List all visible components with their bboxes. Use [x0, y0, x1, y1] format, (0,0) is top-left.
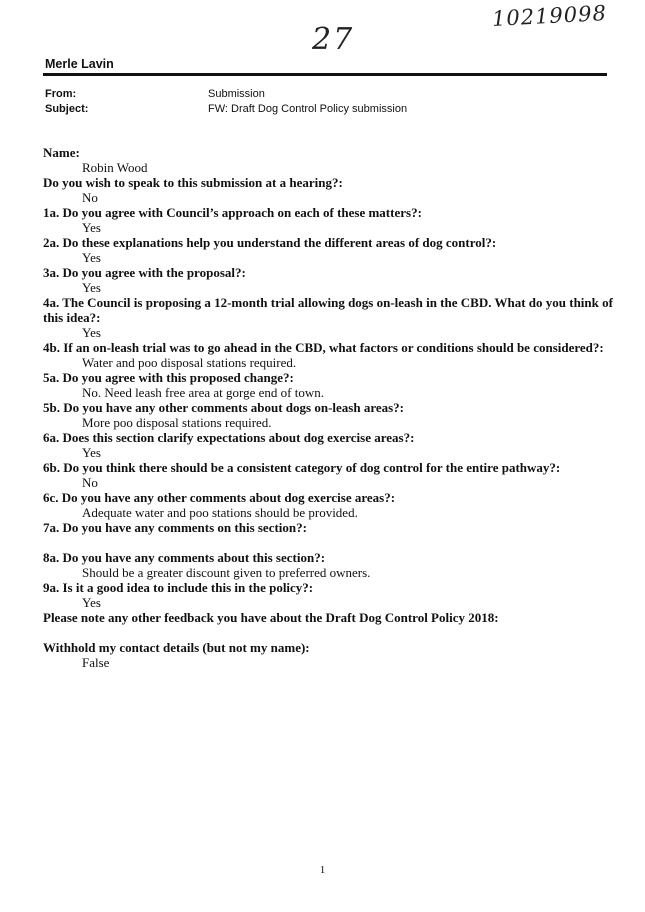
answer: No. Need leash free area at gorge end of town. [82, 385, 324, 400]
form-entry-1a [43, 205, 613, 235]
handwritten-page-mark: 27 [312, 22, 355, 57]
answer: Yes [82, 445, 101, 460]
from-label: From: [45, 88, 77, 100]
question: 6a. Does this section clarify expectations about dog exercise areas?: [43, 430, 415, 445]
question: 4b. If an on-leash trial was to go ahead in the CBD, what factors or conditions should be considered?: [43, 340, 604, 355]
answer: Yes [82, 250, 101, 265]
question: Do you wish to speak to this submission at a hearing?: [43, 175, 343, 190]
answer [43, 535, 613, 550]
form-entry-8a [43, 550, 613, 580]
answer: Water and poo disposal stations required. [82, 355, 297, 370]
question: Please note any other feedback you have about the Draft Dog Control Policy 2018: [43, 610, 499, 625]
page-number: 1 [319, 864, 326, 876]
form-entry-6c [43, 490, 613, 520]
answer: No [82, 190, 98, 205]
answer: No [82, 475, 98, 490]
form-entry-5a [43, 370, 613, 400]
form-entry-7a [43, 520, 613, 550]
answer: Yes [82, 595, 101, 610]
form-entry-6a [43, 430, 613, 460]
form-entry-name [43, 145, 613, 175]
question: 3a. Do you agree with the proposal?: [43, 265, 246, 280]
handwritten-reference-number: 10219098 [491, 1, 608, 31]
answer: Robin Wood [82, 160, 148, 175]
question: 1a. Do you agree with Council’s approach on each of these matters?: [43, 205, 422, 220]
form-entry-6b [43, 460, 613, 490]
answer [43, 625, 613, 640]
answer: Adequate water and poo stations should be provided. [82, 505, 358, 520]
question: 5a. Do you agree with this proposed change?: [43, 370, 294, 385]
answer: More poo disposal stations required. [82, 415, 272, 430]
question: 4a. The Council is proposing a 12-month trial allowing dogs on-leash in the CBD. What do you think of this idea?: [43, 295, 613, 325]
from-value: Submission [208, 88, 265, 100]
question: Name: [43, 145, 80, 160]
form-entry-3a [43, 265, 613, 295]
question: Withhold my contact details (but not my name): [43, 640, 310, 655]
question: 9a. Is it a good idea to include this in the policy?: [43, 580, 314, 595]
question: 5b. Do you have any other comments about dogs on-leash areas?: [43, 400, 405, 415]
question: 6c. Do you have any other comments about dog exercise areas?: [43, 490, 396, 505]
answer: Yes [82, 220, 101, 235]
answer: Yes [82, 280, 101, 295]
subject-label: Subject: [45, 103, 89, 115]
question: 2a. Do these explanations help you understand the different areas of dog control?: [43, 235, 497, 250]
question: 6b. Do you think there should be a consistent category of dog control for the entire pathway?: [43, 460, 561, 475]
sender-name: Merle Lavin [45, 57, 114, 71]
question: 8a. Do you have any comments about this section?: [43, 550, 326, 565]
form-entry-4b [43, 340, 613, 370]
answer: Should be a greater discount given to preferred owners. [82, 565, 371, 580]
form-entry-hearing [43, 175, 613, 205]
question: 7a. Do you have any comments on this section?: [43, 520, 307, 535]
answer: False [82, 655, 110, 670]
form-entry-2a [43, 235, 613, 265]
form-entry-4a [43, 295, 613, 340]
form-entry-feedback [43, 610, 613, 640]
subject-value: FW: Draft Dog Control Policy submission [208, 103, 408, 115]
answer: Yes [82, 325, 101, 340]
form-entry-5b [43, 400, 613, 430]
header-divider [43, 73, 607, 76]
submission-form [43, 145, 613, 670]
form-entry-9a [43, 580, 613, 610]
form-entry-withhold [43, 640, 613, 670]
